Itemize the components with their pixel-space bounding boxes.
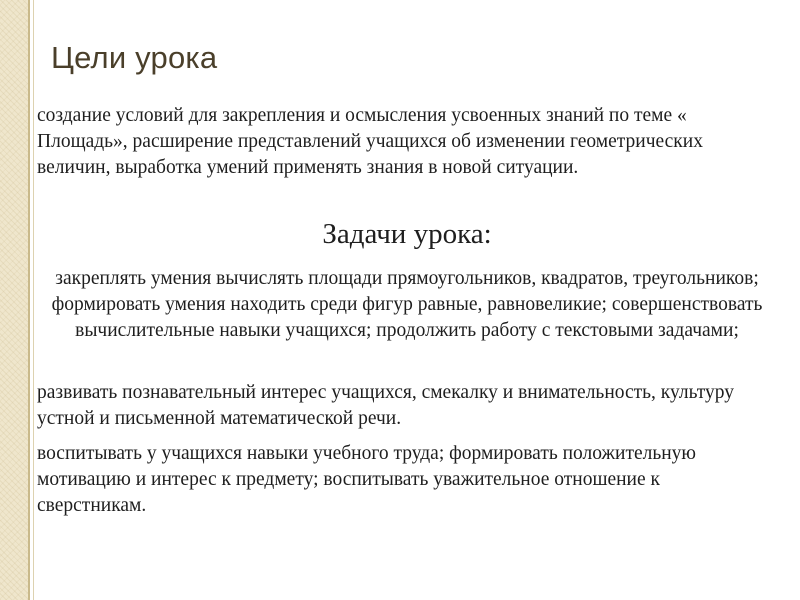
- task-item-educate: воспитывать у учащихся навыки учебного труда; формировать положительную мотивацию и интерес к предмету; воспитывать уважительное отношение к сверстникам.: [37, 443, 697, 516]
- task-item-consolidate: закреплять умения вычислять площади прямоугольников, квадратов, треугольников; формировать умения находить среди фигур равные, равновеликие; совершенствовать вычислительные навыки учащихся; продолжить работу с текстовыми задачами;: [51, 268, 763, 341]
- tasks-heading: Задачи урока:: [322, 218, 492, 250]
- task-item-develop: развивать познавательный интерес учащихся, смекалку и внимательность, культуру устной и письменной математической речи.: [37, 382, 735, 429]
- lesson-goal-text: создание условий для закрепления и осмысления усвоенных знаний по теме « Площадь», расширение представлений учащихся об изменении геометрических величин, выработка умений применять знания в новой ситуации.: [37, 105, 703, 178]
- decorative-divider-line-thin: [33, 0, 34, 600]
- decorative-divider-line: [28, 0, 30, 600]
- slide-content: [37, 0, 777, 600]
- decorative-side-band: [0, 0, 28, 600]
- slide-title: Цели урока: [51, 40, 218, 75]
